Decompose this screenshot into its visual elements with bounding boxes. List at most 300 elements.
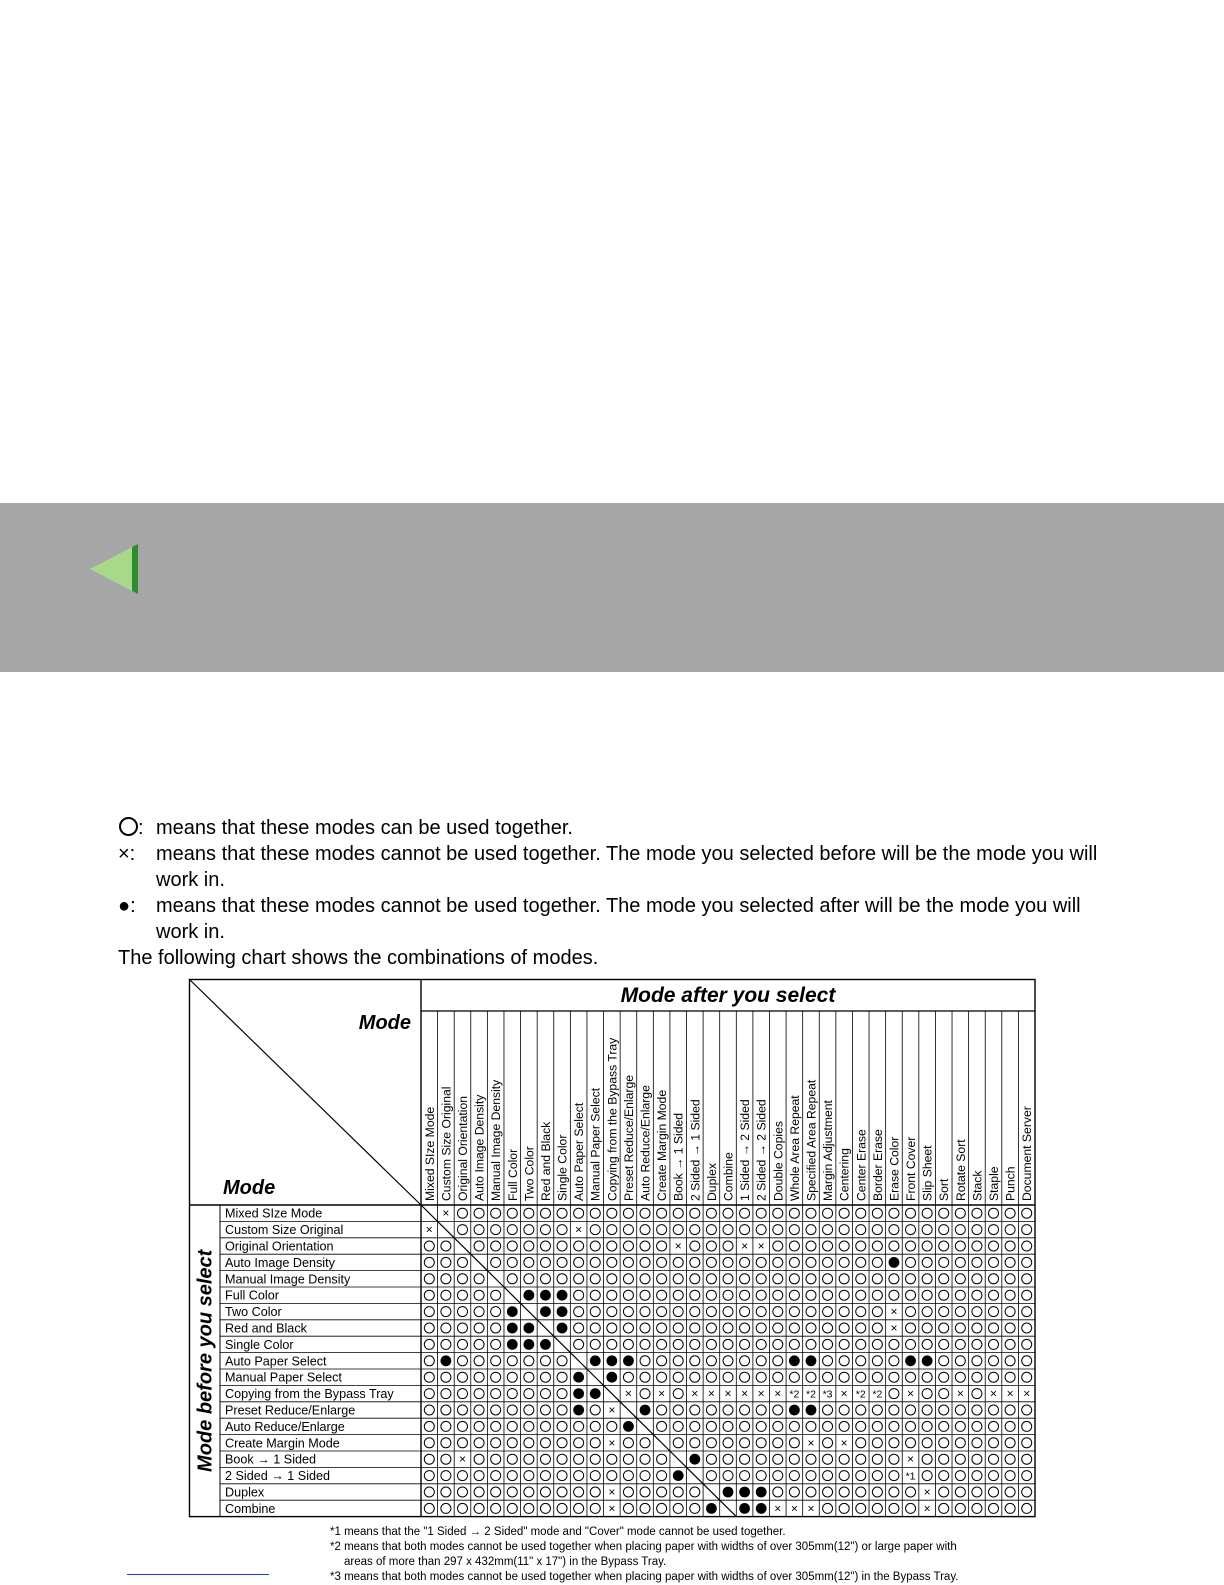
cell-compatible	[424, 1438, 434, 1448]
cell-compatible	[457, 1225, 467, 1235]
cell-compatible	[756, 1208, 766, 1218]
column-header: Staple	[987, 1166, 1002, 1201]
cell-compatible	[856, 1471, 866, 1481]
cell-compatible	[740, 1208, 750, 1218]
cell-compatible	[540, 1405, 550, 1415]
cell-compatible	[756, 1454, 766, 1464]
cell-compatible	[773, 1274, 783, 1284]
cell-compatible	[839, 1372, 849, 1382]
cell-compatible	[773, 1454, 783, 1464]
row-header: Auto Image Density	[225, 1255, 335, 1270]
cell-compatible	[823, 1487, 833, 1497]
cell-compatible	[955, 1421, 965, 1431]
cell-compatible	[706, 1421, 716, 1431]
cell-compatible	[1022, 1405, 1032, 1415]
column-header: Copying from the Bypass Tray	[605, 1037, 620, 1201]
cell-compatible	[657, 1290, 667, 1300]
cell-compatible	[839, 1405, 849, 1415]
cell-compatible	[706, 1438, 716, 1448]
footnotes	[330, 1525, 1210, 1585]
cell-compatible	[972, 1257, 982, 1267]
cell-compatible	[457, 1471, 467, 1481]
cell-compatible	[657, 1487, 667, 1497]
footnote-2-line-2: areas of more than 297 x 432mm(11" x 17") in the Bypass Tray.	[344, 1556, 667, 1568]
cell-compatible	[889, 1241, 899, 1251]
column-header: Sort	[937, 1178, 952, 1201]
cell-compatible	[640, 1241, 650, 1251]
cell-compatible	[972, 1421, 982, 1431]
cell-compatible	[424, 1487, 434, 1497]
column-header: Manual Image Density	[489, 1079, 504, 1201]
cell-compatible	[657, 1372, 667, 1382]
cell-after-wins	[573, 1405, 584, 1416]
legend-text: means that these modes cannot be used together. The mode you selected after will be the mode you will work in.	[156, 895, 1081, 943]
cell-compatible	[872, 1487, 882, 1497]
cell-compatible	[457, 1405, 467, 1415]
cell-compatible	[424, 1503, 434, 1513]
cell-compatible	[906, 1307, 916, 1317]
cell-compatible	[424, 1454, 434, 1464]
cell-compatible	[889, 1290, 899, 1300]
cell-after-wins	[723, 1487, 734, 1498]
cell-compatible	[806, 1471, 816, 1481]
cell-compatible	[657, 1274, 667, 1284]
cell-compatible	[540, 1356, 550, 1366]
cell-compatible	[590, 1438, 600, 1448]
cell-compatible	[906, 1290, 916, 1300]
cell-compatible	[889, 1225, 899, 1235]
cell-compatible	[723, 1290, 733, 1300]
cell-compatible	[491, 1503, 501, 1513]
cell-before-wins: ×	[674, 1239, 682, 1253]
cell-compatible	[740, 1339, 750, 1349]
cell-compatible	[607, 1257, 617, 1267]
cell-compatible	[989, 1339, 999, 1349]
cell-compatible	[574, 1274, 584, 1284]
cell-compatible	[607, 1339, 617, 1349]
cell-compatible	[457, 1290, 467, 1300]
cell-compatible	[789, 1290, 799, 1300]
cell-compatible	[524, 1438, 534, 1448]
cell-compatible	[623, 1471, 633, 1481]
legend-text: means that these modes cannot be used together. The mode you selected before will be the mode you will work in.	[156, 843, 1098, 891]
cell-compatible	[773, 1290, 783, 1300]
cell-same-mode	[554, 1336, 571, 1352]
cell-compatible	[1005, 1323, 1015, 1333]
cell-compatible	[491, 1208, 501, 1218]
cell-compatible	[557, 1241, 567, 1251]
cell-after-wins	[440, 1355, 451, 1366]
cell-compatible	[1005, 1257, 1015, 1267]
cell-compatible	[922, 1471, 932, 1481]
legend-open-circle-icon	[119, 817, 138, 836]
cell-compatible	[872, 1339, 882, 1349]
cell-compatible	[491, 1487, 501, 1497]
cell-compatible	[823, 1257, 833, 1267]
cell-compatible	[607, 1290, 617, 1300]
cell-same-mode	[504, 1287, 521, 1303]
cell-compatible	[740, 1454, 750, 1464]
legend-symbol: ●:	[118, 895, 136, 917]
cell-compatible	[756, 1257, 766, 1267]
cell-compatible	[607, 1241, 617, 1251]
cell-compatible	[441, 1454, 451, 1464]
cell-compatible	[723, 1438, 733, 1448]
cell-compatible	[740, 1274, 750, 1284]
cell-compatible	[640, 1257, 650, 1267]
column-header: Erase Color	[887, 1136, 902, 1201]
cell-before-wins: ×	[425, 1222, 433, 1237]
cell-compatible	[922, 1274, 932, 1284]
cell-after-wins	[673, 1470, 684, 1481]
cell-compatible	[673, 1225, 683, 1235]
cell-same-mode	[537, 1320, 554, 1336]
column-header: Original Orientation	[455, 1096, 470, 1201]
cell-compatible	[989, 1471, 999, 1481]
cell-after-wins	[739, 1487, 750, 1498]
cell-compatible	[773, 1323, 783, 1333]
cell-compatible	[856, 1323, 866, 1333]
cell-compatible	[1005, 1241, 1015, 1251]
cell-compatible	[491, 1339, 501, 1349]
cell-compatible	[773, 1208, 783, 1218]
cell-after-wins	[623, 1421, 634, 1432]
cell-compatible	[491, 1225, 501, 1235]
cell-before-wins: ×	[840, 1435, 848, 1450]
cell-compatible	[989, 1290, 999, 1300]
navigation-banner	[0, 503, 1224, 672]
cell-compatible	[690, 1274, 700, 1284]
cell-compatible	[557, 1487, 567, 1497]
cell-same-mode	[620, 1402, 637, 1418]
cell-compatible	[723, 1274, 733, 1284]
cell-compatible	[939, 1389, 949, 1399]
cell-before-wins: ×	[774, 1501, 782, 1516]
cell-compatible	[889, 1405, 899, 1415]
cell-compatible	[524, 1487, 534, 1497]
cell-after-wins	[573, 1372, 584, 1383]
cell-compatible	[989, 1241, 999, 1251]
cell-compatible	[856, 1356, 866, 1366]
cell-compatible	[524, 1454, 534, 1464]
cell-before-wins: ×	[757, 1386, 765, 1401]
cell-compatible	[424, 1339, 434, 1349]
cell-compatible	[557, 1274, 567, 1284]
cell-compatible	[706, 1372, 716, 1382]
cell-compatible	[507, 1241, 517, 1251]
column-header: Combine	[721, 1152, 736, 1201]
cell-compatible	[823, 1356, 833, 1366]
cell-compatible	[590, 1241, 600, 1251]
cell-compatible	[491, 1421, 501, 1431]
cell-compatible	[590, 1405, 600, 1415]
cell-compatible	[507, 1225, 517, 1235]
cell-compatible	[955, 1225, 965, 1235]
cell-before-wins: ×	[757, 1239, 765, 1253]
cell-compatible	[507, 1372, 517, 1382]
chart-intro: The following chart shows the combinations of modes.	[118, 947, 599, 969]
cell-after-wins	[540, 1306, 551, 1317]
cell-note: *3	[822, 1388, 833, 1401]
cell-compatible	[457, 1372, 467, 1382]
cell-compatible	[839, 1503, 849, 1513]
cell-compatible	[856, 1257, 866, 1267]
cell-compatible	[574, 1307, 584, 1317]
legend-item-after-wins	[118, 893, 1118, 945]
cell-compatible	[872, 1372, 882, 1382]
cell-compatible	[872, 1356, 882, 1366]
cell-compatible	[756, 1372, 766, 1382]
cell-compatible	[1022, 1225, 1032, 1235]
cell-compatible	[590, 1503, 600, 1513]
cell-before-wins: ×	[907, 1452, 915, 1467]
row-header: Auto Reduce/Enlarge	[225, 1419, 345, 1434]
cell-compatible	[491, 1290, 501, 1300]
cell-compatible	[557, 1438, 567, 1448]
cell-compatible	[623, 1208, 633, 1218]
cell-compatible	[789, 1307, 799, 1317]
cell-compatible	[507, 1274, 517, 1284]
cell-compatible	[723, 1356, 733, 1366]
cell-compatible	[524, 1225, 534, 1235]
cell-compatible	[1005, 1339, 1015, 1349]
cell-compatible	[856, 1339, 866, 1349]
cell-compatible	[789, 1339, 799, 1349]
column-header: Document Server	[1020, 1106, 1035, 1201]
cell-compatible	[640, 1389, 650, 1399]
cell-compatible	[889, 1438, 899, 1448]
cell-compatible	[524, 1503, 534, 1513]
cell-compatible	[474, 1241, 484, 1251]
cell-compatible	[607, 1421, 617, 1431]
cell-compatible	[474, 1208, 484, 1218]
cell-compatible	[939, 1471, 949, 1481]
row-header: Duplex	[225, 1485, 265, 1500]
cell-compatible	[740, 1225, 750, 1235]
cell-compatible	[441, 1389, 451, 1399]
cell-compatible	[524, 1389, 534, 1399]
cell-before-wins: ×	[707, 1386, 715, 1401]
cell-compatible	[557, 1225, 567, 1235]
row-header: Create Margin Mode	[225, 1436, 340, 1451]
cell-compatible	[789, 1274, 799, 1284]
cell-compatible	[441, 1421, 451, 1431]
cell-compatible	[474, 1389, 484, 1399]
cell-compatible	[640, 1487, 650, 1497]
cell-compatible	[856, 1208, 866, 1218]
cell-compatible	[906, 1257, 916, 1267]
cell-compatible	[590, 1208, 600, 1218]
cell-compatible	[939, 1503, 949, 1513]
cell-compatible	[823, 1405, 833, 1415]
cell-compatible	[457, 1257, 467, 1267]
cell-compatible	[507, 1356, 517, 1366]
cell-compatible	[989, 1372, 999, 1382]
row-header: Single Color	[225, 1337, 294, 1352]
cell-compatible	[972, 1356, 982, 1366]
cell-before-wins: ×	[608, 1435, 616, 1450]
cell-compatible	[540, 1487, 550, 1497]
cell-compatible	[623, 1307, 633, 1317]
cell-compatible	[922, 1290, 932, 1300]
cell-compatible	[657, 1307, 667, 1317]
cell-compatible	[856, 1438, 866, 1448]
cell-same-mode	[587, 1369, 604, 1385]
cell-compatible	[673, 1438, 683, 1448]
cell-compatible	[690, 1487, 700, 1497]
cell-compatible	[474, 1225, 484, 1235]
cell-compatible	[706, 1471, 716, 1481]
cell-compatible	[889, 1421, 899, 1431]
cell-compatible	[922, 1339, 932, 1349]
cell-compatible	[756, 1471, 766, 1481]
cell-compatible	[972, 1503, 982, 1513]
cell-compatible	[540, 1225, 550, 1235]
cell-after-wins	[806, 1405, 817, 1416]
cell-compatible	[889, 1503, 899, 1513]
cell-compatible	[856, 1503, 866, 1513]
cell-compatible	[955, 1471, 965, 1481]
cell-compatible	[1005, 1454, 1015, 1464]
column-header: Punch	[1003, 1166, 1018, 1201]
cell-compatible	[491, 1389, 501, 1399]
cell-compatible	[673, 1487, 683, 1497]
cell-before-wins: ×	[890, 1304, 898, 1319]
cell-compatible	[972, 1323, 982, 1333]
cell-compatible	[723, 1225, 733, 1235]
cell-compatible	[441, 1241, 451, 1251]
cell-compatible	[773, 1438, 783, 1448]
cell-compatible	[740, 1257, 750, 1267]
cell-compatible	[989, 1405, 999, 1415]
cell-compatible	[1005, 1307, 1015, 1317]
cell-compatible	[856, 1290, 866, 1300]
cell-compatible	[856, 1241, 866, 1251]
cell-compatible	[657, 1257, 667, 1267]
cell-compatible	[524, 1257, 534, 1267]
cell-compatible	[806, 1372, 816, 1382]
cell-compatible	[872, 1503, 882, 1513]
cell-compatible	[889, 1487, 899, 1497]
cell-compatible	[906, 1339, 916, 1349]
cell-compatible	[889, 1356, 899, 1366]
cell-compatible	[607, 1471, 617, 1481]
cell-compatible	[740, 1372, 750, 1382]
cell-compatible	[922, 1241, 932, 1251]
cell-compatible	[574, 1487, 584, 1497]
cell-compatible	[806, 1208, 816, 1218]
cell-compatible	[823, 1208, 833, 1218]
cell-compatible	[856, 1421, 866, 1431]
cell-compatible	[1022, 1471, 1032, 1481]
cell-compatible	[773, 1241, 783, 1251]
cell-compatible	[507, 1471, 517, 1481]
column-header: Border Erase	[870, 1129, 885, 1201]
cell-compatible	[623, 1290, 633, 1300]
row-header: Manual Image Density	[225, 1272, 351, 1287]
cell-compatible	[972, 1471, 982, 1481]
cell-compatible	[474, 1372, 484, 1382]
cell-compatible	[673, 1372, 683, 1382]
cell-compatible	[972, 1241, 982, 1251]
cell-compatible	[989, 1208, 999, 1218]
cell-compatible	[806, 1454, 816, 1464]
cell-compatible	[1022, 1356, 1032, 1366]
cell-compatible	[640, 1339, 650, 1349]
cell-compatible	[557, 1257, 567, 1267]
cell-compatible	[955, 1356, 965, 1366]
column-header: Stack	[970, 1170, 985, 1201]
cell-compatible	[756, 1307, 766, 1317]
cell-compatible	[872, 1405, 882, 1415]
cell-compatible	[657, 1225, 667, 1235]
cell-compatible	[889, 1471, 899, 1481]
cell-compatible	[789, 1471, 799, 1481]
cell-compatible	[640, 1356, 650, 1366]
cell-compatible	[590, 1290, 600, 1300]
cell-compatible	[856, 1307, 866, 1317]
cell-compatible	[823, 1307, 833, 1317]
cell-compatible	[939, 1356, 949, 1366]
page-link-underline[interactable]	[127, 1574, 269, 1575]
cell-compatible	[972, 1290, 982, 1300]
cell-compatible	[773, 1421, 783, 1431]
cell-compatible	[623, 1372, 633, 1382]
cell-compatible	[474, 1339, 484, 1349]
cell-compatible	[690, 1421, 700, 1431]
cell-compatible	[673, 1307, 683, 1317]
cell-compatible	[872, 1241, 882, 1251]
cell-compatible	[839, 1307, 849, 1317]
cell-compatible	[424, 1471, 434, 1481]
legend-symbol	[118, 815, 152, 841]
cell-compatible	[955, 1503, 965, 1513]
cell-compatible	[889, 1339, 899, 1349]
row-header: Auto Paper Select	[225, 1354, 327, 1369]
cell-compatible	[922, 1405, 932, 1415]
cell-compatible	[574, 1323, 584, 1333]
cell-compatible	[889, 1389, 899, 1399]
cell-compatible	[673, 1405, 683, 1415]
cell-compatible	[441, 1323, 451, 1333]
cell-compatible	[640, 1323, 650, 1333]
cell-compatible	[939, 1307, 949, 1317]
cell-before-wins: ×	[990, 1386, 998, 1401]
cell-compatible	[507, 1208, 517, 1218]
cell-compatible	[507, 1454, 517, 1464]
cell-same-mode	[703, 1484, 720, 1500]
cell-compatible	[1022, 1487, 1032, 1497]
cell-compatible	[839, 1241, 849, 1251]
cell-compatible	[424, 1274, 434, 1284]
cell-compatible	[474, 1290, 484, 1300]
column-header: 2 Sided → 1 Sided	[688, 1099, 703, 1201]
cell-compatible	[1022, 1208, 1032, 1218]
cell-compatible	[972, 1274, 982, 1284]
cell-before-wins: ×	[774, 1386, 782, 1401]
cell-compatible	[623, 1339, 633, 1349]
cell-compatible	[773, 1339, 783, 1349]
cell-compatible	[740, 1323, 750, 1333]
cell-compatible	[756, 1339, 766, 1349]
cell-compatible	[989, 1257, 999, 1267]
cell-compatible	[922, 1421, 932, 1431]
back-arrow-icon[interactable]	[90, 543, 140, 595]
cell-compatible	[706, 1208, 716, 1218]
cell-compatible	[1022, 1372, 1032, 1382]
cell-compatible	[673, 1389, 683, 1399]
footnote-3: *3 means that both modes cannot be used together when placing paper with widths of over 305mm(12") in the Bypass Tray.	[330, 1571, 959, 1583]
